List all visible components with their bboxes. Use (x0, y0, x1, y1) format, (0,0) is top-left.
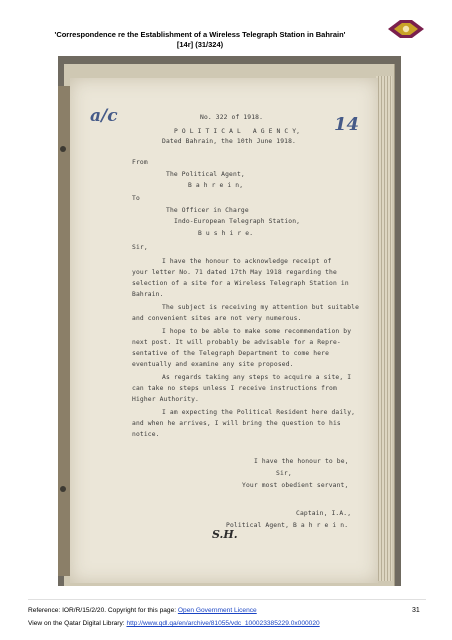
body-line: I hope to be able to make some recommendation by (162, 328, 352, 335)
closing-line: Sir, (276, 470, 292, 477)
page-number: 31 (412, 607, 420, 614)
body-line: Bahrain. (132, 291, 164, 298)
binding-strip (58, 86, 70, 576)
archive-url-link[interactable]: http://www.qdl.qa/en/archive/81055/vdc_100023385229.0x000020 (126, 620, 320, 627)
body-line: can take no steps unless I receive instructions from (132, 385, 337, 392)
body-line: and when he arrives, I will bring the question to his (132, 420, 341, 427)
closing-line: Your most obedient servant, (242, 482, 349, 489)
to-place: B u s h i r e. (198, 230, 254, 237)
signature-rank: Captain, I.A., (296, 510, 352, 517)
handwritten-initials: S.H. (212, 528, 238, 541)
letter-page (70, 78, 378, 583)
view-line (28, 619, 320, 628)
body-line: notice. (132, 431, 160, 438)
margin-initials: a/c (90, 106, 118, 126)
body-line: your letter No. 71 dated 17th May 1918 regarding the (132, 269, 337, 276)
body-line: As regards taking any steps to acquire a site, I (162, 374, 352, 381)
body-line: next post. It will probably be advisable for a Repre- (132, 339, 341, 346)
punch-hole (60, 486, 66, 492)
footer-divider (28, 599, 426, 600)
letter-date: Dated Bahrain, the 10th June 1918. (162, 138, 296, 145)
folio-number-handwritten: 14 (334, 114, 360, 135)
body-line: The subject is receiving my attention but suitable (162, 304, 360, 311)
body-line: selection of a site for a Wireless Telegraph Station in (132, 280, 349, 287)
body-line: and convenient sites are not very numerous. (132, 315, 302, 322)
letter-heading: P O L I T I C A L A G E N C Y, (174, 128, 301, 135)
signature-title: Political Agent, B a h r e i n. (226, 522, 349, 529)
body-line: I am expecting the Political Resident here daily, (162, 409, 356, 416)
folio-reference: [14r] (31/324) (176, 40, 224, 49)
salutation: Sir, (132, 244, 148, 251)
to-department: Indo-European Telegraph Station, (174, 218, 301, 225)
closing-line: I have the honour to be, (254, 458, 349, 465)
qatar-digital-library-logo-icon (384, 16, 428, 42)
body-line: eventually and examine any site proposed. (132, 361, 294, 368)
punch-hole (60, 146, 66, 152)
from-place: B a h r e i n, (188, 182, 244, 189)
body-line: sentative of the Telegraph Department to come here (132, 350, 330, 357)
licence-link[interactable]: Open Government Licence (177, 607, 257, 614)
to-name: The Officer in Charge (166, 207, 249, 214)
page-header (40, 30, 360, 50)
body-line: I have the honour to acknowledge receipt of (162, 258, 332, 265)
body-line: Higher Authority. (132, 396, 199, 403)
page-stack-edge (376, 76, 392, 581)
from-name: The Political Agent, (166, 171, 245, 178)
document-title: 'Correspondence re the Establishment of a Wireless Telegraph Station in Bahrain' (54, 30, 346, 39)
letter-number: No. 322 of 1918. (200, 114, 264, 121)
view-text: View on the Qatar Digital Library: (28, 620, 127, 627)
from-label: From (132, 159, 148, 166)
to-label: To (132, 195, 140, 202)
archive-scan-image (58, 56, 401, 586)
reference-line (28, 606, 257, 615)
reference-text: Reference: IOR/R/15/2/20. Copyright for this page: (28, 607, 178, 614)
